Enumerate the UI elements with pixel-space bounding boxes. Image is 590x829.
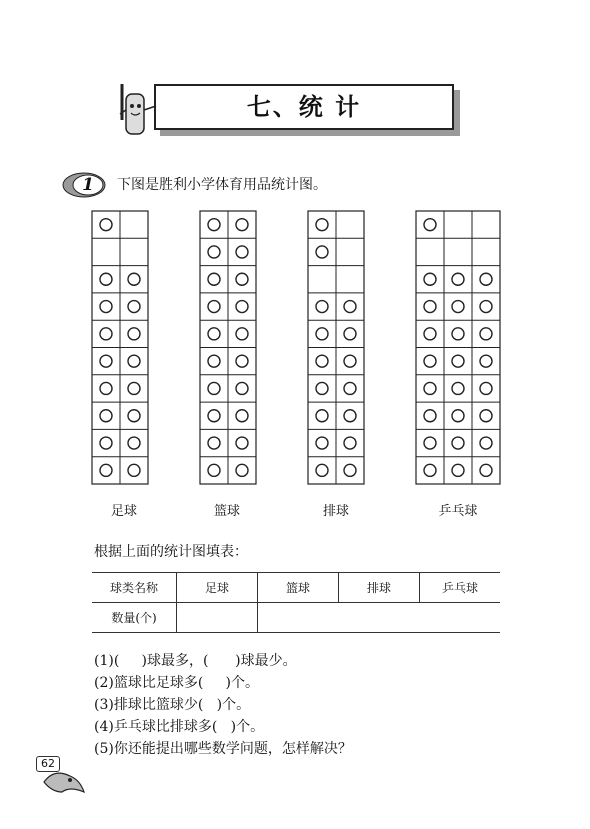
tally-circle xyxy=(100,410,112,422)
tally-circle xyxy=(480,437,492,449)
tally-circle xyxy=(236,219,248,231)
tally-circle xyxy=(316,382,328,394)
tally-circle xyxy=(424,273,436,285)
tally-circle xyxy=(344,328,356,340)
question-list xyxy=(94,650,352,760)
tally-circle xyxy=(100,382,112,394)
tally-circle xyxy=(316,437,328,449)
tally-circle xyxy=(344,301,356,313)
tally-circle xyxy=(316,464,328,476)
tally-circle xyxy=(316,246,328,258)
answer-cell-basketball[interactable] xyxy=(258,603,339,633)
tally-circle xyxy=(452,464,464,476)
pictograph-column-pingpong xyxy=(416,211,500,484)
tally-circle xyxy=(208,273,220,285)
tally-circle xyxy=(208,301,220,313)
tally-circle xyxy=(344,382,356,394)
tally-circle xyxy=(452,410,464,422)
tally-circle xyxy=(100,273,112,285)
category-label-pingpong: 乒乓球 xyxy=(438,504,478,519)
tally-circle xyxy=(128,382,140,394)
pictograph-column-football xyxy=(92,211,148,484)
tally-circle xyxy=(316,328,328,340)
tally-circle xyxy=(100,437,112,449)
tally-circle xyxy=(344,410,356,422)
tally-circle xyxy=(480,464,492,476)
tally-circle xyxy=(424,301,436,313)
tally-circle xyxy=(316,301,328,313)
answer-cell-pingpong[interactable] xyxy=(420,603,501,633)
tally-circle xyxy=(236,464,248,476)
tally-circle xyxy=(100,355,112,367)
tally-circle xyxy=(344,355,356,367)
tally-circle xyxy=(128,328,140,340)
tally-circle xyxy=(424,328,436,340)
tally-circle xyxy=(480,410,492,422)
tally-circle xyxy=(128,410,140,422)
header-cell: 篮球 xyxy=(258,573,339,603)
tally-circle xyxy=(236,410,248,422)
tally-circle xyxy=(100,301,112,313)
fill-in-table xyxy=(92,572,500,633)
tally-circle xyxy=(424,464,436,476)
tally-circle xyxy=(424,437,436,449)
tally-circle xyxy=(208,437,220,449)
tally-circle xyxy=(236,246,248,258)
tally-circle xyxy=(480,273,492,285)
tally-circle xyxy=(344,437,356,449)
tally-circle xyxy=(424,410,436,422)
tally-circle xyxy=(480,382,492,394)
tally-circle xyxy=(452,273,464,285)
tally-circle xyxy=(424,219,436,231)
tally-circle xyxy=(480,328,492,340)
header-cell: 乒乓球 xyxy=(420,573,501,603)
tally-circle xyxy=(208,355,220,367)
question-item: (1)( )球最多，( )球最少。 xyxy=(94,653,297,669)
tally-circle xyxy=(100,328,112,340)
question-item: (4)乒乓球比排球多( )个。 xyxy=(94,719,265,735)
tally-circle xyxy=(316,219,328,231)
tally-circle xyxy=(208,328,220,340)
question-intro: 下图是胜利小学体育用品统计图。 xyxy=(117,177,327,193)
answer-cell-football[interactable] xyxy=(177,603,258,633)
tally-circle xyxy=(208,464,220,476)
tally-circle xyxy=(128,437,140,449)
tally-circle xyxy=(344,464,356,476)
tally-circle xyxy=(236,328,248,340)
tally-circle xyxy=(208,219,220,231)
tally-circle xyxy=(452,355,464,367)
tally-circle xyxy=(236,273,248,285)
tally-circle xyxy=(316,410,328,422)
pictograph-column-volleyball xyxy=(308,211,364,484)
category-label-football: 足球 xyxy=(110,504,137,519)
tally-circle xyxy=(128,355,140,367)
answer-cell-volleyball[interactable] xyxy=(339,603,420,633)
header-cell: 排球 xyxy=(339,573,420,603)
tally-circle xyxy=(236,382,248,394)
tally-circle xyxy=(452,328,464,340)
tally-circle xyxy=(452,437,464,449)
category-label-basketball: 篮球 xyxy=(213,504,240,519)
question-item: (2)篮球比足球多( )个。 xyxy=(94,675,260,691)
tally-circle xyxy=(208,382,220,394)
category-label-volleyball: 排球 xyxy=(322,504,349,519)
tally-circle xyxy=(452,382,464,394)
question-number: 1 xyxy=(82,175,94,195)
tally-circle xyxy=(452,301,464,313)
table-instruction: 根据上面的统计图填表： xyxy=(94,544,248,560)
header-cell: 球类名称 xyxy=(92,573,177,603)
tally-circle xyxy=(100,464,112,476)
tally-circle xyxy=(480,355,492,367)
tally-circle xyxy=(236,437,248,449)
tally-circle xyxy=(128,301,140,313)
question-item: (5)你还能提出哪些数学问题，怎样解决？ xyxy=(94,741,352,757)
header-cell: 足球 xyxy=(177,573,258,603)
tally-circle xyxy=(236,355,248,367)
tally-circle xyxy=(424,382,436,394)
page-number: 62 xyxy=(36,756,60,772)
tally-circle xyxy=(128,273,140,285)
tally-circle xyxy=(128,464,140,476)
tally-circle xyxy=(480,301,492,313)
tally-circle xyxy=(208,410,220,422)
pictograph-column-basketball xyxy=(200,211,256,484)
tally-circle xyxy=(236,301,248,313)
tally-circle xyxy=(316,355,328,367)
row-label: 数量(个) xyxy=(92,603,177,633)
question-item: (3)排球比篮球少( )个。 xyxy=(94,697,251,713)
tally-circle xyxy=(208,246,220,258)
tally-circle xyxy=(424,355,436,367)
tally-circle xyxy=(100,219,112,231)
page-title: 七、统 计 xyxy=(246,92,362,121)
